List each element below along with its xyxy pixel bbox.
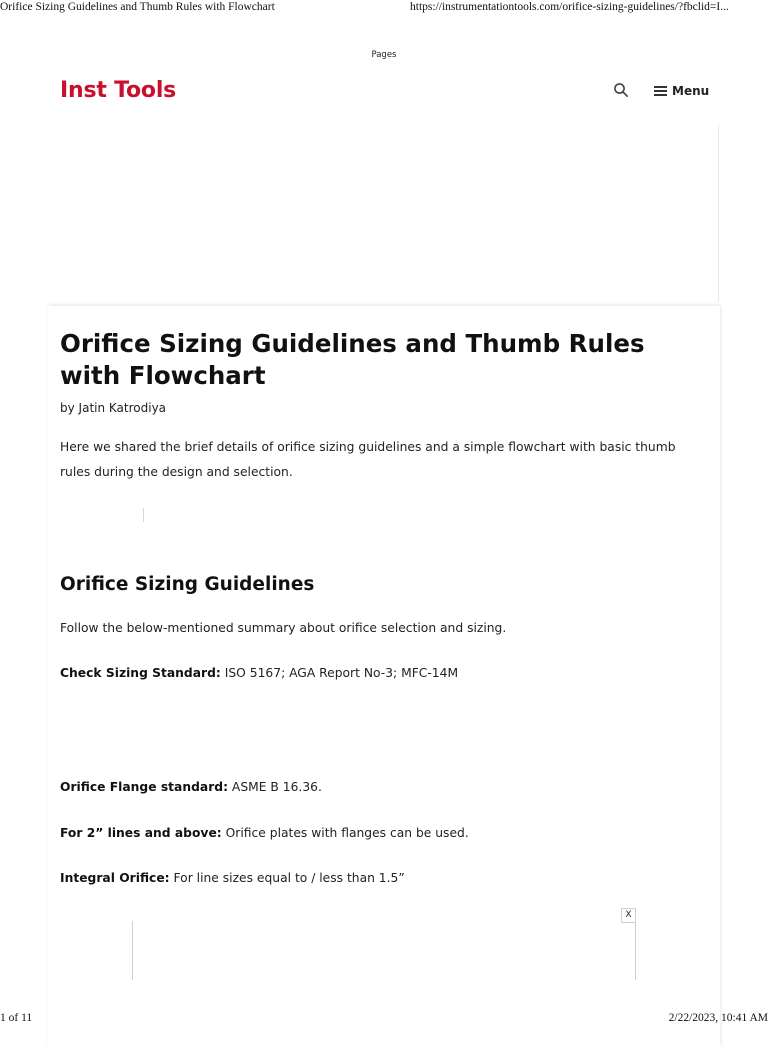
guideline-value: Orifice plates with flanges can be used. (225, 826, 469, 840)
guideline-label: Orifice Flange standard: (60, 780, 228, 794)
menu-label: Menu (672, 84, 710, 98)
menu-button[interactable] (654, 82, 709, 100)
site-logo[interactable]: Inst Tools (60, 78, 177, 103)
intro-paragraph: Here we shared the brief details of orifice sizing guidelines and a simple flowchart with basic thumb rules during the design and selection. (60, 440, 676, 479)
ad-frame-right (635, 921, 636, 980)
print-header-url: https://instrumentationtools.com/orifice-sizing-guidelines/?fbclid=I... (410, 1, 729, 13)
ad-frame-left (132, 921, 133, 980)
search-button[interactable] (613, 82, 631, 100)
ad-area-divider (718, 125, 719, 301)
guideline-value: For line sizes equal to / less than 1.5” (173, 871, 405, 885)
article (48, 306, 720, 1046)
search-icon (613, 82, 629, 98)
print-datetime: 2/22/2023, 10:41 AM (668, 1012, 768, 1024)
summary-paragraph: Follow the below-mentioned summary about orifice selection and sizing. (60, 621, 507, 635)
guideline-label: Integral Orifice: (60, 871, 170, 885)
print-footer (0, 1011, 768, 1025)
byline-prefix: by (60, 401, 75, 415)
content-divider (143, 508, 144, 522)
guideline-item (60, 824, 469, 842)
author-link[interactable]: Jatin Katrodiya (78, 401, 167, 415)
hamburger-icon (654, 86, 667, 96)
ad-close-button[interactable]: X (621, 908, 636, 923)
guideline-item (60, 778, 322, 796)
guideline-label: Check Sizing Standard: (60, 666, 221, 680)
pages-label: Pages (371, 50, 397, 60)
guideline-label: For 2” lines and above: (60, 826, 222, 840)
print-header-title: Orifice Sizing Guidelines and Thumb Rules with Flowchart (0, 1, 275, 13)
guideline-item (60, 869, 405, 887)
section-heading: Orifice Sizing Guidelines (60, 574, 315, 595)
guideline-value: ISO 5167; AGA Report No-3; MFC-14M (224, 666, 459, 680)
byline (60, 401, 166, 415)
page-number: 1 of 11 (0, 1012, 33, 1024)
guideline-item (60, 664, 458, 682)
site-header (48, 74, 720, 114)
print-header (0, 0, 768, 14)
article-title: Orifice Sizing Guidelines and Thumb Rules with Flowchart (60, 329, 645, 390)
guideline-value: ASME B 16.36. (231, 780, 322, 794)
